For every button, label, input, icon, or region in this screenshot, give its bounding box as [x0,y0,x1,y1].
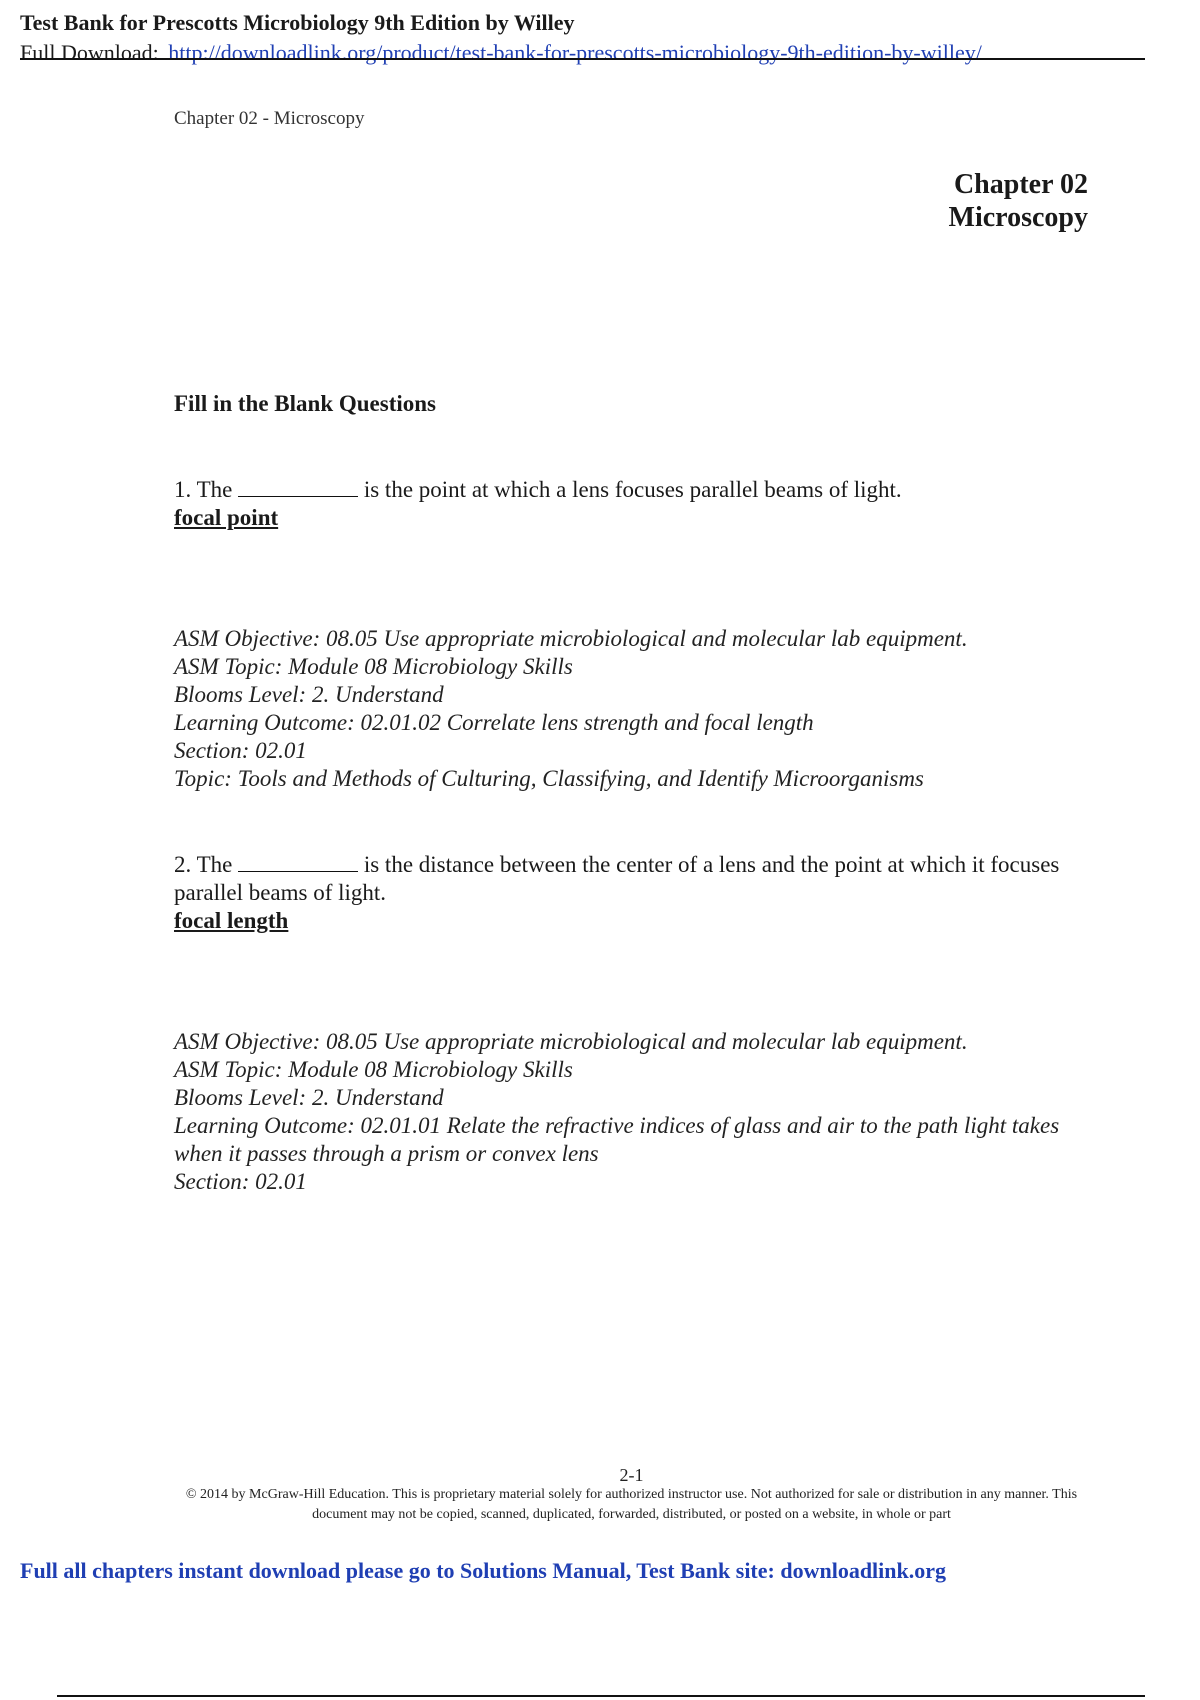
page-number: 2-1 [619,1465,644,1485]
topic: Topic: Tools and Methods of Culturing, Classifying, and Identify Microorganisms [174,766,924,791]
download-line [20,38,1145,68]
question-1 [174,476,1074,793]
question-2 [174,851,1074,1196]
running-head: Chapter 02 - Microscopy [174,108,365,129]
answer-blank [238,851,358,872]
blooms-level: Blooms Level: 2. Understand [174,1085,444,1110]
bottom-rule [57,1695,1145,1697]
chapter-heading [949,168,1088,234]
asm-objective: ASM Objective: 08.05 Use appropriate microbiological and molecular lab equipment. [174,1029,968,1054]
copyright-notice: © 2014 by McGraw-Hill Education. This is proprietary material solely for authorized instructor use. Not authorized for sale or distribution in any manner. This document may not be copied, scanned, duplicated, forwarded, distributed, or posted on a website, in whole or part [185,1487,1078,1522]
section: Section: 02.01 [174,1169,307,1194]
promo-banner[interactable]: Full all chapters instant download please go to Solutions Manual, Test Bank site: downloadlink.org [20,1558,947,1583]
page-footer [174,1465,1089,1525]
header-rule [20,58,1145,60]
asm-objective: ASM Objective: 08.05 Use appropriate microbiological and molecular lab equipment. [174,626,968,651]
answer: focal length [174,908,289,933]
asm-topic: ASM Topic: Module 08 Microbiology Skills [174,654,573,679]
section-title: Fill in the Blank Questions [174,391,437,416]
asm-topic: ASM Topic: Module 08 Microbiology Skills [174,1057,573,1082]
question-prefix: 1. The [174,477,233,502]
question-text [174,476,1074,504]
question-text [174,851,1074,907]
question-prefix: 2. The [174,852,233,877]
question-suffix: is the point at which a lens focuses parallel beams of light. [363,477,902,502]
question-suffix: is the distance between the center of a lens and the point at which it focuses parallel beams of light. [174,852,1060,905]
content [174,390,1074,1196]
section: Section: 02.01 [174,738,307,763]
chapter-name: Microscopy [948,202,1088,233]
download-label: Full Download: [20,40,159,65]
download-link[interactable]: http://downloadlink.org/product/test-bank-for-prescotts-microbiology-9th-edition-by-willey/ [168,40,982,65]
document-title: Test Bank for Prescotts Microbiology 9th Edition by Willey [20,10,575,35]
blooms-level: Blooms Level: 2. Understand [174,682,444,707]
answer: focal point [174,505,279,530]
question-metadata [174,625,1074,793]
page-header [20,8,1145,68]
answer-blank [238,476,358,497]
question-metadata [174,1028,1074,1196]
chapter-number: Chapter 02 [953,169,1088,200]
learning-outcome: Learning Outcome: 02.01.01 Relate the refractive indices of glass and air to the path light takes when it passes through a prism or convex lens [174,1113,1060,1166]
learning-outcome: Learning Outcome: 02.01.02 Correlate lens strength and focal length [174,710,814,735]
